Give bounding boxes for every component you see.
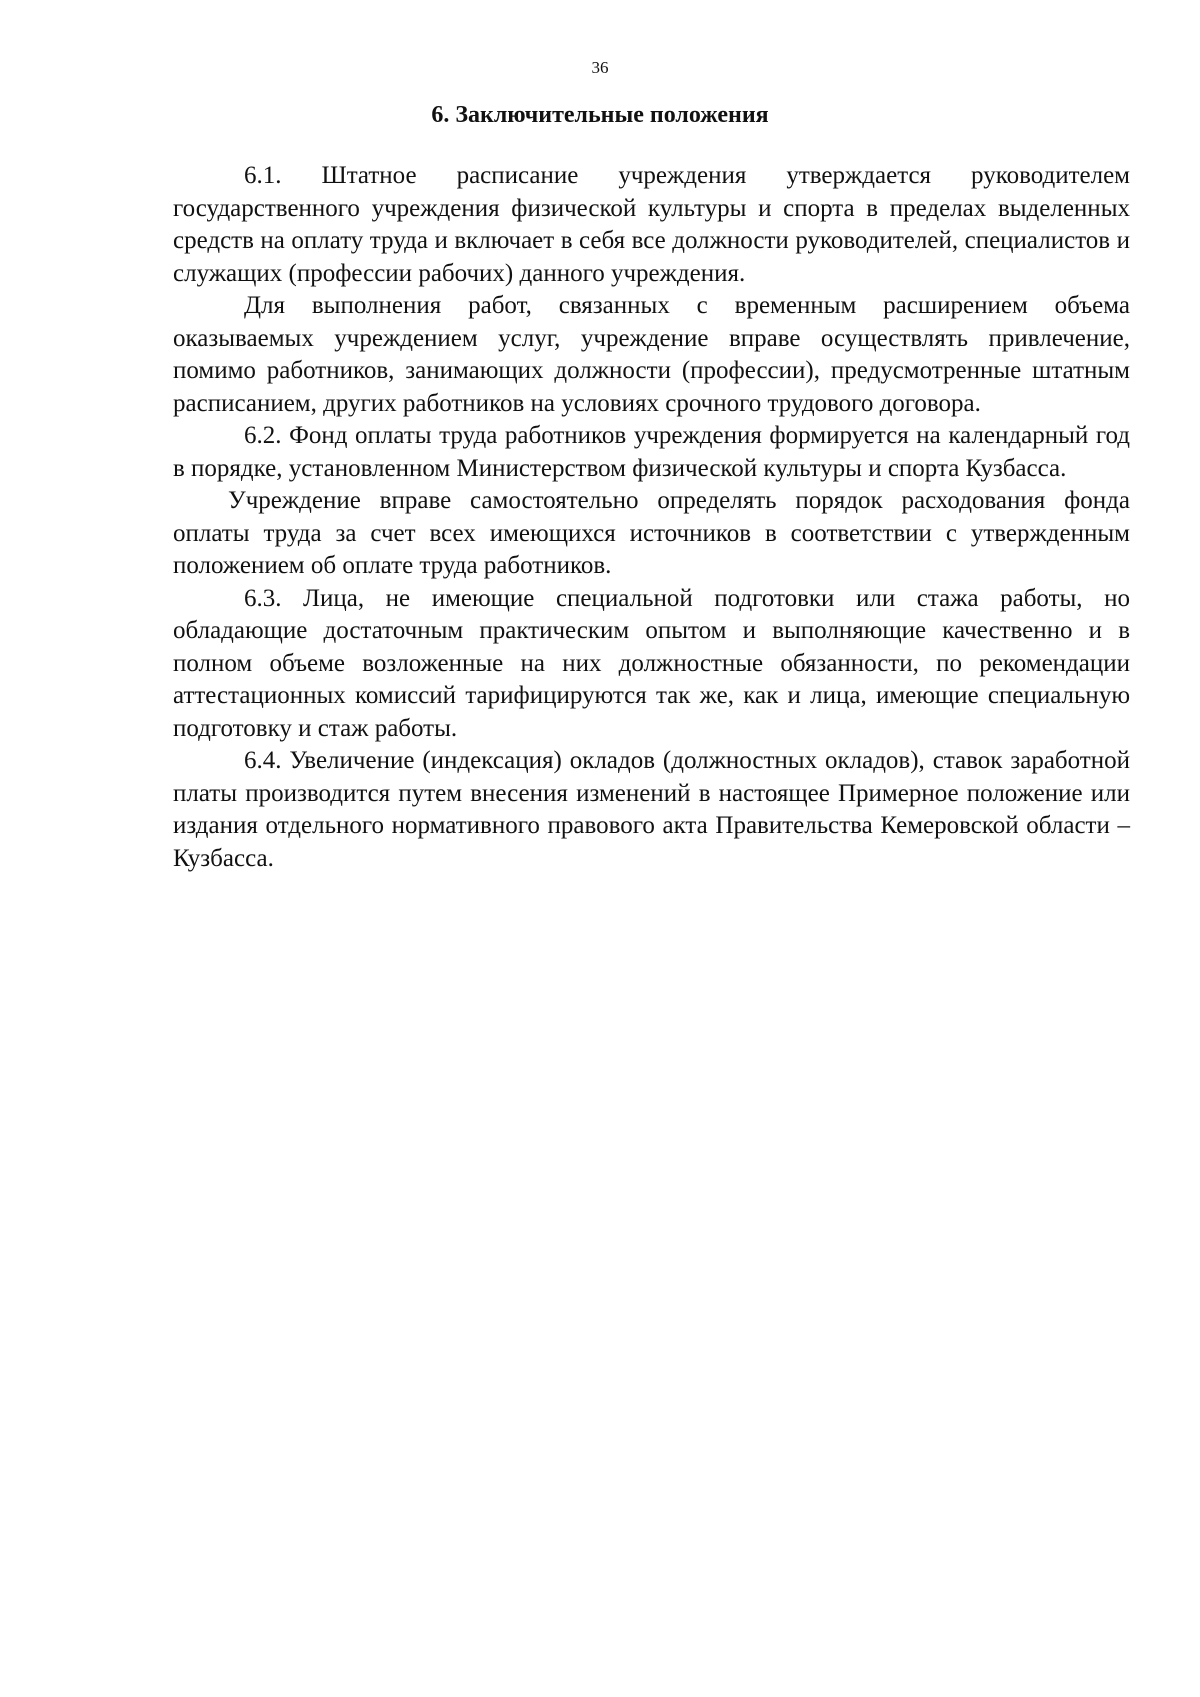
paragraph-6-3: 6.3. Лица, не имеющие специальной подготовки или стажа работы, но обладающие достаточным практическим опытом и выполняющие качественно и в полном объеме возложенные на них должностные обязанности, по рекомендации аттестационных комиссий тарифицируются так же, как и лица, имеющие специальную подготовку и стаж работы. xyxy=(173,584,1130,742)
paragraph-6-1: 6.1. Штатное расписание учреждения утверждается руководителем государственного учреждения физической культуры и спорта в пределах выделенных средств на оплату труда и включает в себя все должности руководителей, специалистов и служащих (профессии рабочих) данного учреждения. xyxy=(173,162,1130,287)
paragraph-6-2-continued: Учреждение вправе самостоятельно определять порядок расходования фонда оплаты труда за счет всех имеющихся источников в соответствии с утвержденным положением об оплате труда работников. xyxy=(173,487,1130,579)
page-number: 36 xyxy=(591,58,609,77)
section-body xyxy=(173,160,1130,875)
section-title: 6. Заключительные положения xyxy=(431,102,769,128)
paragraph-6-2: 6.2. Фонд оплаты труда работников учреждения формируется на календарный год в порядке, установленном Министерством физической культуры и спорта Кузбасса. xyxy=(173,422,1130,482)
paragraph-6-1-continued: Для выполнения работ, связанных с временным расширением объема оказываемых учреждением услуг, учреждение вправе осуществлять привлечение, помимо работников, занимающих должности (профессии), предусмотренные штатным расписанием, других работников на условиях срочного трудового договора. xyxy=(173,292,1130,417)
paragraph-6-4: 6.4. Увеличение (индексация) окладов (должностных окладов), ставок заработной платы производится путем внесения изменений в настоящее Примерное положение или издания отдельного нормативного правового акта Правительства Кемеровской области – Кузбасса. xyxy=(173,747,1130,872)
